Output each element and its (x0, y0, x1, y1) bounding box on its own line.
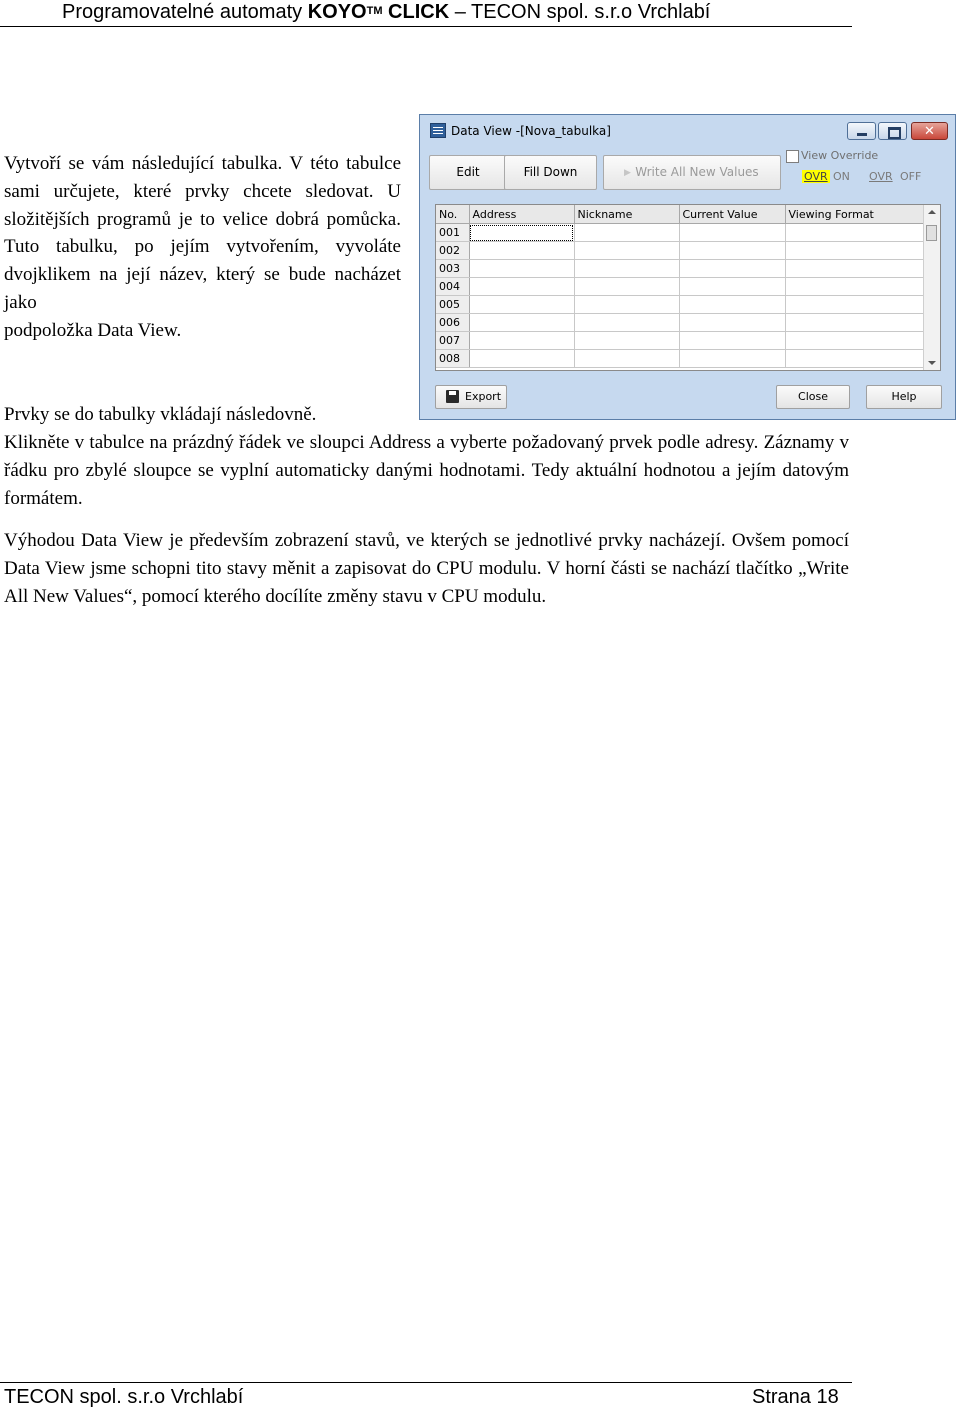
row-number: 007 (436, 332, 469, 350)
table-row (436, 242, 926, 260)
current-value-cell[interactable] (679, 314, 785, 332)
ovr-off-label: OFF (900, 170, 922, 183)
advantages-paragraph: Výhodou Data View je především zobrazení stavů, ve kterých se jednotlivé prvky nacházejí. Ovšem pomocí Data View jsme schopni tito stavy měnit a zapisovat do CPU modulu. V horní části se nachází tlačítko „Write All New Values“, pomocí kterého docílíte změny stavu v CPU modulu. (4, 530, 849, 607)
column-header-current-value[interactable]: Current Value (679, 205, 785, 224)
address-cell[interactable] (469, 278, 574, 296)
minimize-button[interactable] (847, 122, 876, 140)
close-window-button[interactable] (911, 122, 948, 140)
current-value-cell[interactable] (679, 224, 785, 242)
address-cell[interactable] (469, 314, 574, 332)
address-cell[interactable] (469, 224, 574, 242)
address-cell[interactable] (469, 350, 574, 368)
ovr-on-label: ON (833, 170, 850, 183)
column-header-address[interactable]: Address (469, 205, 574, 224)
write-all-label: Write All New Values (635, 165, 759, 179)
insert-items-heading: Prvky se do tabulky vkládají následovně. (4, 404, 317, 425)
row-number: 001 (436, 224, 469, 242)
ovr-off-badge: OVR (869, 170, 893, 183)
viewing-format-cell[interactable] (785, 260, 926, 278)
instructions-paragraph: Klikněte v tabulce na prázdný řádek ve sloupci Address a vyberte požadovaný prvek podle adresy. Záznamy v řádku pro zbylé sloupce se vyplní automaticky danými hodnotami. Tedy aktuální hodnotou a jejím datovým formátem. (4, 432, 849, 509)
write-arrow-icon: ▶ (624, 168, 631, 178)
nickname-cell[interactable] (574, 296, 679, 314)
header-trademark: TM (366, 5, 383, 17)
current-value-cell[interactable] (679, 332, 785, 350)
current-value-cell[interactable] (679, 242, 785, 260)
intro-paragraph (4, 150, 401, 345)
window-title: Data View -[Nova_tabulka] (451, 124, 611, 138)
scroll-down-icon[interactable] (928, 361, 936, 365)
header-title-suffix: – TECON spol. s.r.o Vrchlabí (449, 1, 711, 23)
current-value-cell[interactable] (679, 278, 785, 296)
view-override-label: View Override (801, 149, 879, 162)
data-view-window (419, 114, 956, 420)
table-header-row (436, 205, 926, 224)
data-view-table (436, 205, 927, 368)
column-header-no[interactable]: No. (436, 205, 469, 224)
write-all-new-values-button[interactable] (603, 155, 781, 190)
fill-down-button[interactable]: Fill Down (504, 155, 597, 190)
table-row (436, 332, 926, 350)
export-label: Export (465, 390, 502, 403)
footer-rule (0, 1382, 852, 1383)
ovr-on-badge: OVR (804, 170, 828, 183)
help-button[interactable]: Help (866, 385, 942, 409)
viewing-format-cell[interactable] (785, 278, 926, 296)
nickname-cell[interactable] (574, 242, 679, 260)
table-row (436, 260, 926, 278)
data-view-grid[interactable] (435, 204, 941, 371)
nickname-cell[interactable] (574, 224, 679, 242)
table-row (436, 350, 926, 368)
maximize-icon (888, 127, 901, 139)
vertical-scrollbar[interactable] (923, 205, 940, 370)
close-button[interactable]: Close (776, 385, 850, 409)
nickname-cell[interactable] (574, 332, 679, 350)
address-cell[interactable] (469, 242, 574, 260)
scroll-up-icon[interactable] (928, 210, 936, 214)
row-number: 008 (436, 350, 469, 368)
header-brand: KOYO (307, 1, 367, 23)
intro-paragraph-last-line: podpoložka Data View. (4, 319, 182, 341)
column-header-viewing-format[interactable]: Viewing Format (785, 205, 926, 224)
nickname-cell[interactable] (574, 314, 679, 332)
table-row (436, 296, 926, 314)
view-override-checkbox[interactable] (786, 150, 799, 163)
header-title (62, 0, 710, 24)
viewing-format-cell[interactable] (785, 332, 926, 350)
close-icon: ✕ (924, 124, 935, 139)
app-table-icon (430, 123, 446, 138)
row-number: 003 (436, 260, 469, 278)
minimize-icon (857, 133, 867, 136)
maximize-button[interactable] (878, 122, 907, 140)
table-row (436, 224, 926, 242)
scroll-thumb[interactable] (926, 225, 937, 241)
save-disk-icon (446, 390, 459, 403)
intro-paragraph-text: Vytvoří se vám následující tabulka. V této tabulce sami určujete, které prvky chcete sledovat. U složitějších programů je to velice dobrá pomůcka. Tuto tabulku, po jejím vytvořením, vyvoláte dvojklikem na její název, který se bude nacházet jako (4, 153, 401, 313)
row-number: 002 (436, 242, 469, 260)
current-value-cell[interactable] (679, 296, 785, 314)
page-header (0, 0, 852, 27)
address-cell[interactable] (469, 332, 574, 350)
row-number: 004 (436, 278, 469, 296)
address-cell[interactable] (469, 296, 574, 314)
viewing-format-cell[interactable] (785, 350, 926, 368)
address-cell[interactable] (469, 260, 574, 278)
window-titlebar (420, 115, 955, 145)
current-value-cell[interactable] (679, 350, 785, 368)
edit-button[interactable]: Edit (429, 155, 507, 190)
row-number: 005 (436, 296, 469, 314)
current-value-cell[interactable] (679, 260, 785, 278)
header-title-prefix: Programovatelné automaty (62, 1, 308, 23)
viewing-format-cell[interactable] (785, 242, 926, 260)
footer-company: TECON spol. s.r.o Vrchlabí (4, 1386, 244, 1408)
header-product: CLICK (382, 1, 450, 23)
viewing-format-cell[interactable] (785, 314, 926, 332)
table-row (436, 314, 926, 332)
viewing-format-cell[interactable] (785, 224, 926, 242)
nickname-cell[interactable] (574, 260, 679, 278)
export-button[interactable] (435, 385, 507, 409)
nickname-cell[interactable] (574, 350, 679, 368)
column-header-nickname[interactable]: Nickname (574, 205, 679, 224)
viewing-format-cell[interactable] (785, 296, 926, 314)
row-number: 006 (436, 314, 469, 332)
nickname-cell[interactable] (574, 278, 679, 296)
table-row (436, 278, 926, 296)
page-number: Strana 18 (752, 1386, 839, 1408)
